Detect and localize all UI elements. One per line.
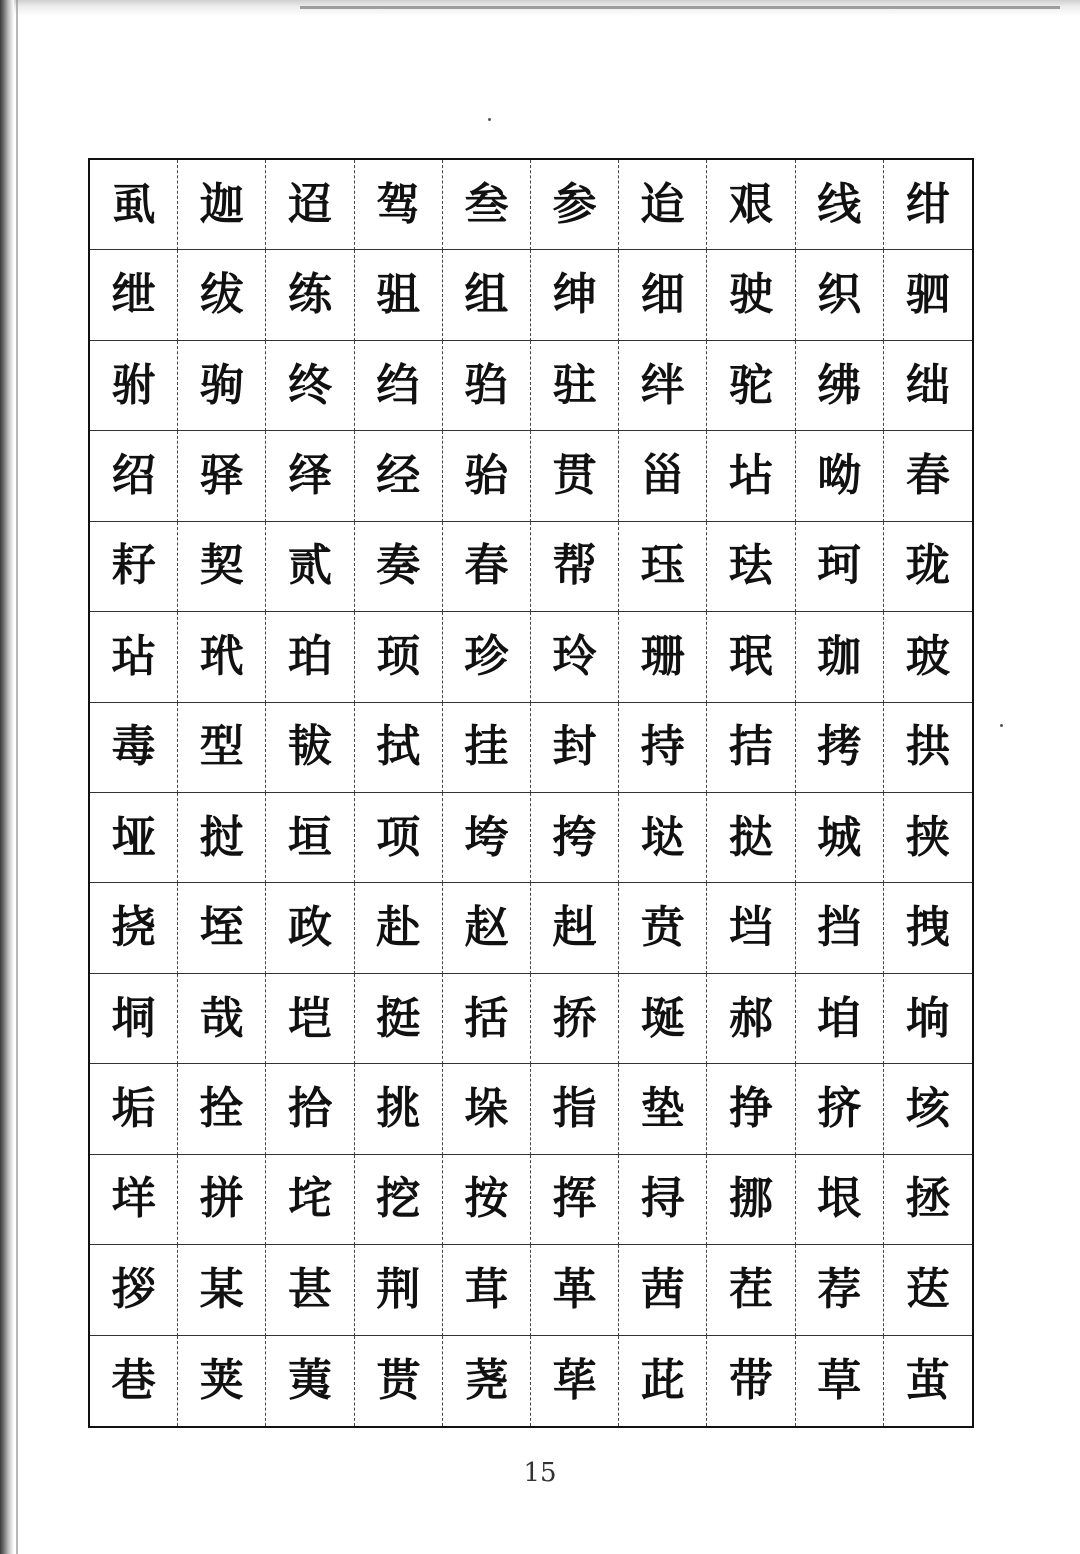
grid-cell-r5-c10: 珑: [884, 522, 972, 612]
grid-cell-r2-c6: 绅: [531, 250, 619, 340]
grid-cell-r8-c9: 城: [796, 793, 884, 883]
grid-cell-r10-c8: 郝: [707, 974, 795, 1064]
character-grid: [88, 158, 974, 1428]
grid-cell-r14-c9: 草: [796, 1336, 884, 1426]
grid-cell-r12-c1: 垟: [90, 1155, 178, 1245]
grid-cell-r4-c1: 绍: [90, 431, 178, 521]
grid-cell-r12-c8: 挪: [707, 1155, 795, 1245]
grid-cell-r2-c5: 组: [443, 250, 531, 340]
grid-cell-r10-c9: 垍: [796, 974, 884, 1064]
grid-cell-r5-c4: 奏: [355, 522, 443, 612]
grid-cell-r4-c7: 甾: [619, 431, 707, 521]
grid-cell-r10-c2: 哉: [178, 974, 266, 1064]
grid-cell-r1-c10: 绀: [884, 160, 972, 250]
grid-cell-r14-c8: 带: [707, 1336, 795, 1426]
grid-cell-r9-c4: 赴: [355, 883, 443, 973]
grid-cell-r2-c3: 练: [266, 250, 354, 340]
grid-cell-r5-c7: 珏: [619, 522, 707, 612]
page-number: 15: [523, 1458, 557, 1488]
grid-cell-r13-c7: 茜: [619, 1245, 707, 1335]
grid-cell-r3-c5: 驺: [443, 341, 531, 431]
grid-cell-r3-c3: 终: [266, 341, 354, 431]
grid-cell-r9-c1: 挠: [90, 883, 178, 973]
grid-cell-r9-c6: 赳: [531, 883, 619, 973]
grid-cell-r11-c4: 挑: [355, 1064, 443, 1154]
grid-cell-r7-c1: 毒: [90, 703, 178, 793]
grid-cell-r13-c10: 荙: [884, 1245, 972, 1335]
grid-cell-r13-c5: 茸: [443, 1245, 531, 1335]
grid-cell-r9-c3: 政: [266, 883, 354, 973]
grid-cell-r5-c8: 珐: [707, 522, 795, 612]
grid-cell-r10-c10: 垧: [884, 974, 972, 1064]
grid-cell-r11-c5: 垛: [443, 1064, 531, 1154]
grid-cell-r14-c10: 茧: [905, 1354, 950, 1406]
grid-cell-r5-c1: 耔: [90, 522, 178, 612]
grid-cell-r7-c3: 韨: [266, 703, 354, 793]
grid-cell-r14-c5: 荛: [443, 1336, 531, 1426]
grid-cell-r12-c5: 按: [443, 1155, 531, 1245]
grid-cell-r8-c5: 垮: [443, 793, 531, 883]
grid-cell-r4-c4: 经: [355, 431, 443, 521]
grid-cell-r13-c2: 某: [178, 1245, 266, 1335]
grid-cell-r9-c8: 垱: [707, 883, 795, 973]
grid-cell-r12-c4: 挖: [355, 1155, 443, 1245]
grid-cell-r3-c8: 驼: [707, 341, 795, 431]
grid-cell-r4-c3: 绎: [266, 431, 354, 521]
grid-cell-r6-c6: 玲: [531, 612, 619, 702]
grid-cell-r1-c3: 迢: [266, 160, 354, 250]
grid-cell-r4-c2: 驿: [178, 431, 266, 521]
grid-cell-r1-c7: 迨: [619, 160, 707, 250]
grid-cell-r7-c8: 拮: [707, 703, 795, 793]
grid-cell-r14-c6: 荜: [531, 1336, 619, 1426]
grid-cell-r14-c7: 茈: [619, 1336, 707, 1426]
scan-left-line: [16, 0, 18, 1554]
grid-cell-r6-c3: 珀: [266, 612, 354, 702]
grid-cell-r11-c10: 垓: [884, 1064, 972, 1154]
grid-cell-r2-c9: 织: [796, 250, 884, 340]
grid-cell-r9-c9: 挡: [796, 883, 884, 973]
grid-cell-r13-c1: 拶: [90, 1245, 178, 1335]
grid-cell-r1-c2: 迦: [178, 160, 266, 250]
grid-cell-r6-c10: 玻: [884, 612, 972, 702]
grid-cell-r2-c2: 绂: [178, 250, 266, 340]
grid-cell-r13-c6: 革: [531, 1245, 619, 1335]
grid-cell-r6-c9: 珈: [796, 612, 884, 702]
grid-cell-r2-c8: 驶: [707, 250, 795, 340]
grid-cell-r8-c6: 挎: [531, 793, 619, 883]
grid-cell-r8-c10: 挟: [884, 793, 972, 883]
grid-cell-r6-c8: 珉: [707, 612, 795, 702]
grid-cell-r1-c8: 艰: [707, 160, 795, 250]
grid-cell-r2-c4: 驵: [355, 250, 443, 340]
grid-cell-r10-c6: 挢: [531, 974, 619, 1064]
grid-cell-r4-c5: 骀: [443, 431, 531, 521]
scan-top-line: [300, 6, 1060, 9]
grid-cell-r7-c10: 拱: [884, 703, 972, 793]
grid-cell-r2-c10: 驷: [884, 250, 972, 340]
grid-cell-r10-c4: 挺: [355, 974, 443, 1064]
grid-cell-r4-c8: 坫: [707, 431, 795, 521]
grid-cell-r6-c5: 珍: [443, 612, 531, 702]
grid-cell-r12-c3: 垞: [266, 1155, 354, 1245]
scan-left-edge: [0, 0, 14, 1554]
grid-cell-r3-c9: 绋: [796, 341, 884, 431]
grid-cell-r13-c4: 荆: [355, 1245, 443, 1335]
grid-cell-r6-c4: 顼: [355, 612, 443, 702]
grid-cell-r1-c1: 虱: [90, 160, 178, 250]
grid-cell-r7-c5: 挂: [443, 703, 531, 793]
grid-cell-r12-c7: 挦: [619, 1155, 707, 1245]
grid-cell-r8-c3: 垣: [266, 793, 354, 883]
grid-cell-r9-c10: 拽: [884, 883, 972, 973]
grid-cell-r8-c8: 挞: [707, 793, 795, 883]
grid-cell-r5-c3: 贰: [266, 522, 354, 612]
grid-cell-r10-c5: 括: [443, 974, 531, 1064]
grid-cell-r9-c2: 垤: [178, 883, 266, 973]
grid-cell-r2-c1: 绁: [90, 250, 178, 340]
grid-cell-r10-c1: 垌: [90, 974, 178, 1064]
grid-cell-r11-c2: 拴: [178, 1064, 266, 1154]
grid-cell-r1-c6: 参: [531, 160, 619, 250]
scan-speck: [488, 118, 491, 121]
grid-cell-r9-c7: 贲: [619, 883, 707, 973]
grid-cell-r7-c6: 封: [531, 703, 619, 793]
grid-cell-r13-c3: 甚: [266, 1245, 354, 1335]
grid-cell-r9-c5: 赵: [443, 883, 531, 973]
grid-cell-r11-c1: 垢: [90, 1064, 178, 1154]
grid-cell-r12-c9: 垠: [796, 1155, 884, 1245]
grid-cell-r3-c10: 绌: [884, 341, 972, 431]
grid-cell-r7-c9: 拷: [796, 703, 884, 793]
grid-cell-r8-c2: 挝: [178, 793, 266, 883]
grid-cell-r4-c9: 呦: [796, 431, 884, 521]
grid-cell-r14-c4: 贳: [355, 1336, 443, 1426]
grid-cell-r14-c2: 荚: [178, 1336, 266, 1426]
grid-cell-r4-c10: 春: [884, 431, 972, 521]
grid-cell-r7-c2: 型: [178, 703, 266, 793]
grid-cell-r5-c6: 帮: [531, 522, 619, 612]
grid-cell-r14-c1: 巷: [90, 1336, 178, 1426]
grid-cell-r13-c9: 荐: [796, 1245, 884, 1335]
grid-cell-r14-c3: 荑: [266, 1336, 354, 1426]
grid-cell-r5-c9: 珂: [796, 522, 884, 612]
grid-cell-r1-c9: 线: [796, 160, 884, 250]
grid-cell-r10-c3: 垲: [266, 974, 354, 1064]
grid-cell-r12-c10: 拯: [884, 1155, 972, 1245]
grid-cell-r6-c7: 珊: [619, 612, 707, 702]
grid-cell-r6-c2: 玳: [178, 612, 266, 702]
grid-cell-r11-c3: 拾: [266, 1064, 354, 1154]
grid-cell-r5-c2: 契: [178, 522, 266, 612]
grid-cell-r3-c6: 驻: [531, 341, 619, 431]
grid-cell-r11-c9: 挤: [796, 1064, 884, 1154]
grid-cell-r4-c6: 贯: [531, 431, 619, 521]
grid-cell-r11-c7: 垫: [619, 1064, 707, 1154]
scan-speck: [1000, 724, 1003, 727]
grid-cell-r8-c4: 项: [355, 793, 443, 883]
grid-cell-r12-c2: 拼: [178, 1155, 266, 1245]
grid-cell-r10-c7: 埏: [619, 974, 707, 1064]
grid-cell-r1-c5: 叁: [443, 160, 531, 250]
grid-cell-r12-c6: 挥: [531, 1155, 619, 1245]
grid-cell-r11-c6: 指: [531, 1064, 619, 1154]
grid-cell-r7-c4: 拭: [355, 703, 443, 793]
grid-cell-r11-c8: 挣: [707, 1064, 795, 1154]
grid-cell-r3-c1: 驸: [90, 341, 178, 431]
grid-cell-r1-c4: 驾: [355, 160, 443, 250]
grid-cell-r8-c7: 垯: [619, 793, 707, 883]
grid-cell-r3-c4: 绉: [355, 341, 443, 431]
grid-cell-r8-c1: 垭: [90, 793, 178, 883]
grid-cell-r6-c1: 玷: [90, 612, 178, 702]
grid-cell-r13-c8: 茬: [707, 1245, 795, 1335]
grid-cell-r3-c2: 驹: [178, 341, 266, 431]
grid-cell-r7-c7: 持: [619, 703, 707, 793]
grid-cell-r3-c7: 绊: [619, 341, 707, 431]
grid-cell-r5-c5: 春: [443, 522, 531, 612]
grid-cell-r2-c7: 细: [619, 250, 707, 340]
